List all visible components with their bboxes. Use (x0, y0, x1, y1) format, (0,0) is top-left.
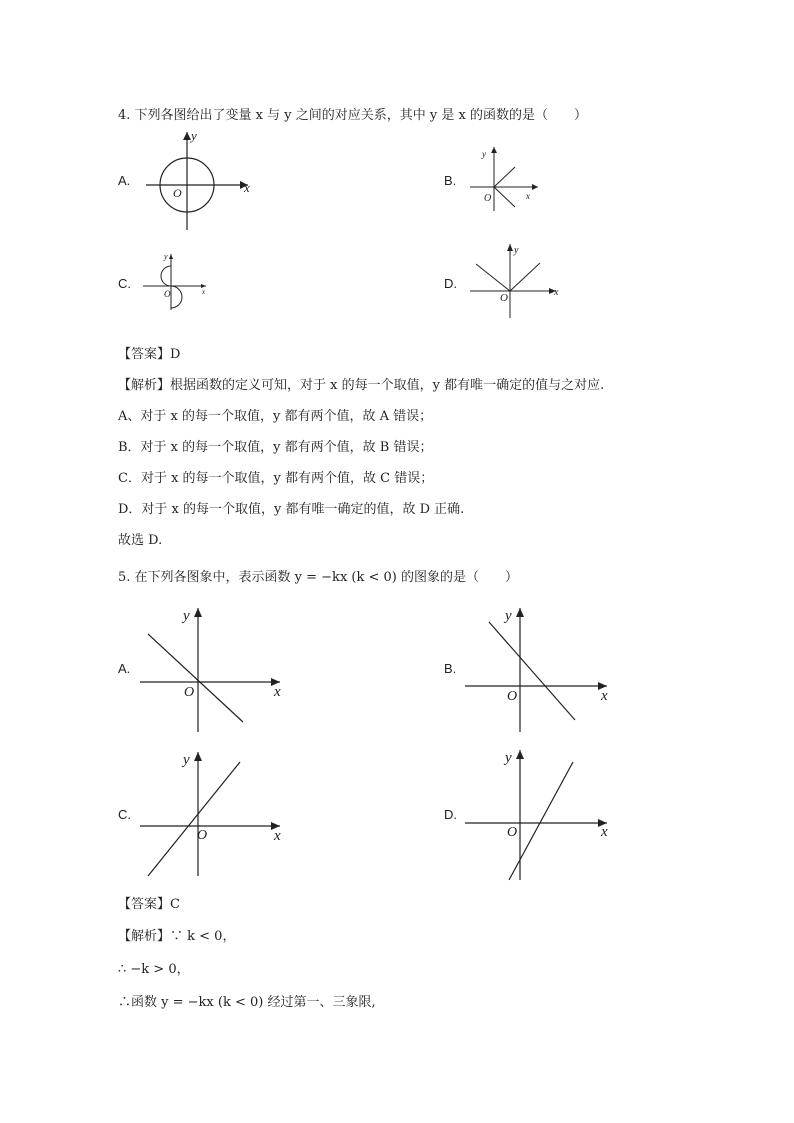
y-arrow (491, 147, 497, 153)
x-arrow (532, 184, 538, 190)
y-axis-label: y (183, 608, 190, 624)
q4-graph-b (470, 145, 550, 215)
q4-analysis-line-5: D．对于 x 的每一个取值，y 都有唯一确定的值，故 D 正确. (118, 502, 465, 517)
origin-label: O (507, 825, 518, 840)
q4-graph-a (140, 128, 260, 238)
origin-label: O (184, 685, 195, 700)
origin-label: O (197, 828, 208, 843)
line-left (476, 264, 510, 291)
q4-analysis-line-1: 【解析】根据函数的定义可知，对于 x 的每一个取值，y 都有唯一确定的值与之对应. (118, 378, 605, 393)
q5-answer: 【答案】C (118, 897, 180, 912)
ray-up (494, 167, 515, 187)
x-axis-label: x (274, 684, 281, 700)
q5-option-a-label: A. (118, 661, 131, 676)
origin-label: O (500, 292, 508, 304)
q5-graph-a (140, 604, 290, 734)
curve-lower (171, 286, 182, 308)
q4-option-d-label: D. (444, 276, 457, 291)
y-arrow (507, 244, 513, 251)
q5-graph-d (465, 748, 615, 882)
y-axis-label: y (505, 750, 512, 766)
y-axis-label: y (482, 149, 486, 159)
y-arrow (194, 752, 202, 761)
x-axis-label: x (244, 180, 250, 195)
q5-option-b-label: B. (444, 661, 457, 676)
y-arrow (194, 608, 202, 617)
y-axis-label: y (164, 252, 168, 261)
q4-option-a-label: A. (118, 173, 131, 188)
x-axis-label: x (601, 688, 608, 704)
graph-line (509, 762, 573, 880)
x-axis-label: x (601, 824, 608, 840)
y-arrow (516, 750, 524, 759)
origin-label: O (484, 193, 492, 204)
x-axis-label: x (202, 288, 206, 296)
y-axis-label: y (505, 608, 512, 624)
q4-analysis-line-4: C．对于 x 的每一个取值，y 都有两个值，故 C 错误； (118, 471, 434, 486)
q5-analysis-line-3: ∴函数 y = −kx (k < 0) 经过第一、三象限, (118, 995, 376, 1010)
q5-graph-b (465, 604, 615, 734)
q4-analysis-line-3: B．对于 x 的每一个取值，y 都有两个值，故 B 错误； (118, 440, 433, 455)
q4-graph-d (470, 242, 570, 322)
x-axis-label: x (526, 191, 530, 201)
y-axis-label: y (183, 752, 190, 768)
q4-option-c-label: C. (118, 276, 131, 291)
q5-option-c-label: C. (118, 807, 131, 822)
q4-analysis-line-6: 故选 D. (118, 533, 163, 548)
y-axis-label: y (514, 245, 519, 256)
origin-label: O (173, 186, 182, 200)
ray-down (494, 187, 515, 207)
y-arrow (516, 608, 524, 617)
q5-option-d-label: D. (444, 807, 457, 822)
graph-line (148, 762, 240, 876)
q5-analysis-line-1: 【解析】∵ k < 0， (118, 929, 236, 944)
line-right (510, 263, 540, 291)
y-axis-label: y (191, 128, 197, 143)
q4-answer: 【答案】D (118, 347, 181, 362)
graph-line (489, 622, 575, 720)
x-axis-label: x (554, 287, 559, 298)
origin-label: O (507, 689, 518, 704)
y-arrow (183, 132, 191, 140)
q5-analysis-line-2: ∴ −k > 0， (118, 962, 190, 977)
graph-line (148, 634, 243, 722)
question-5-stem: 5. 在下列各图象中，表示函数 y = −kx (k < 0) 的图象的是（ ） (118, 570, 518, 585)
curve-upper (161, 266, 171, 286)
origin-label: O (164, 289, 171, 299)
y-arrow (169, 254, 173, 259)
q4-graph-c (140, 250, 220, 312)
x-axis-label: x (274, 828, 281, 844)
question-4-stem: 4. 下列各图给出了变量 x 与 y 之间的对应关系，其中 y 是 x 的函数的是（ ） (118, 108, 587, 123)
q5-graph-c (140, 748, 290, 880)
q4-analysis-line-2: A、对于 x 的每一个取值，y 都有两个值，故 A 错误； (118, 409, 433, 424)
q4-option-b-label: B. (444, 173, 457, 188)
